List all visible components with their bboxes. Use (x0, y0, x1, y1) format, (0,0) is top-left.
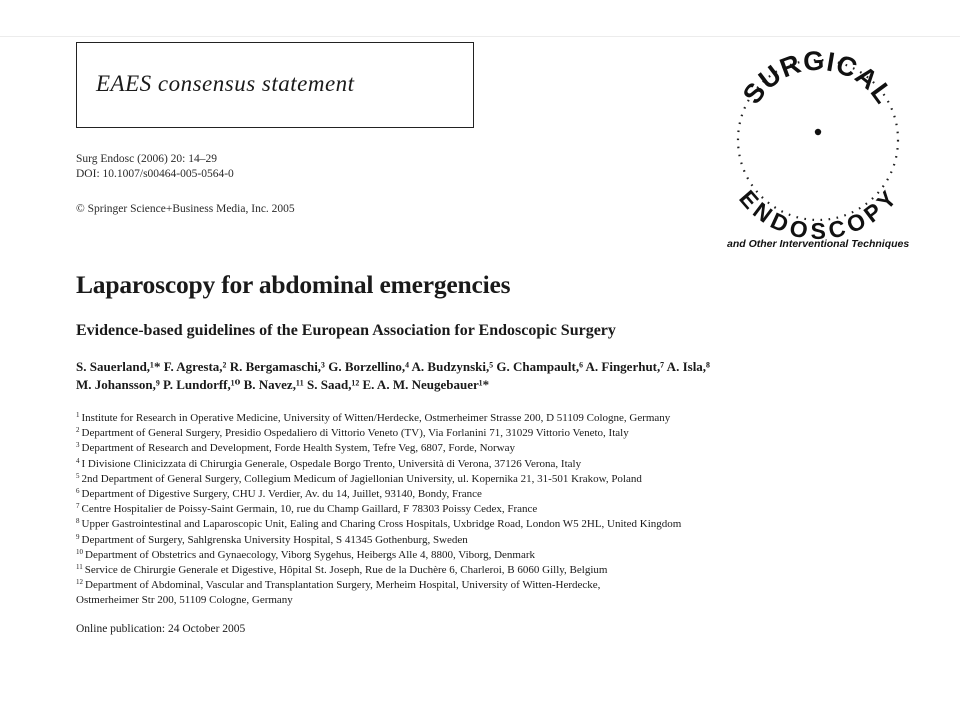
author-line-1: S. Sauerland,¹* F. Agresta,² R. Bergamaschi,³ G. Borzellino,⁴ A. Budzynski,⁵ G. Champault,⁶ A. Fingerhut,⁷ A. Isla,⁸ (76, 359, 710, 374)
logo-center-dot (815, 129, 821, 135)
statement-label: EAES consensus statement (96, 71, 355, 96)
journal-citation: Surg Endosc (2006) 20: 14–29 (76, 153, 217, 165)
surgical-endoscopy-logo (718, 40, 918, 240)
logo-tagline: and Other Interventional Techniques (727, 238, 910, 250)
author-line-2: M. Johansson,⁹ P. Lundorff,¹⁰ B. Navez,¹¹ S. Saad,¹² E. A. M. Neugebauer¹* (76, 377, 490, 392)
author-list (76, 358, 906, 394)
affiliation-list (76, 411, 926, 609)
affiliation-item: $^{12}$ Department of Abdominal, Vascular and Transplantation Surgery, Merheim Hospital, University of Witten-Herdecke, (76, 578, 601, 592)
affiliation-continuation: Ostmerheimer Str 200, 51109 Cologne, Germany (76, 594, 293, 607)
affiliation-item: $^{10}$ Department of Obstetrics and Gynaecology, Viborg Sygehus, Heibergs Alle 4, 8800, Viborg, Denmark (76, 547, 536, 561)
logo-bottom-word: ENDOSCOPY (734, 184, 902, 240)
doi: DOI: 10.1007/s00464-005-0564-0 (76, 168, 234, 180)
online-publication-date: Online publication: 24 October 2005 (76, 623, 246, 635)
article-subtitle: Evidence-based guidelines of the European Association for Endoscopic Surgery (76, 322, 616, 339)
affiliation-item: $^8$ Upper Gastrointestinal and Laparoscopic Unit, Ealing and Charing Cross Hospitals, Uxbridge Road, London W5 2HL, United Kingdom (76, 517, 682, 531)
statement-label-box (76, 42, 474, 128)
affiliation-item: $^9$ Department of Surgery, Sahlgrenska University Hospital, S 41345 Gothenburg, Sweden (76, 532, 468, 546)
affiliation-item: $^{11}$ Service de Chirurgie Generale et Digestive, Hôpital St. Joseph, Rue de la Duchère 6, Charleroi, B 6060 Gilly, Belgium (76, 563, 608, 577)
affiliation-item: $^3$ Department of Research and Development, Forde Health System, Tefre Veg, 6807, Forde, Norway (76, 441, 516, 455)
copyright: © Springer Science+Business Media, Inc. 2005 (76, 203, 295, 215)
top-divider (0, 36, 960, 37)
article-title: Laparoscopy for abdominal emergencies (76, 270, 511, 299)
affiliation-item: $^4$ I Divisione Clinicizzata di Chirurgia Generale, Ospedale Borgo Trento, Università di Verona, 37126 Verona, Italy (76, 456, 582, 470)
affiliation-item: $^5$ 2nd Department of General Surgery, Collegium Medicum of Jagiellonian University, ul. Kopernika 21, 31-501 Krakow, Poland (76, 471, 642, 485)
affiliation-item: $^2$ Department of General Surgery, Presidio Ospedaliero di Vittorio Veneto (TV), Via Forlanini 71, 31029 Vittorio Veneto, Italy (76, 426, 629, 440)
affiliation-item: $^6$ Department of Digestive Surgery, CHU J. Verdier, Av. du 14, Juillet, 93140, Bondy, France (76, 487, 482, 501)
logo-top-word: SURGICAL (736, 45, 900, 110)
affiliation-item: $^1$ Institute for Research in Operative Medicine, University of Witten/Herdecke, Ostmerheimer Strasse 200, D 51109 Cologne, Germany (76, 411, 671, 424)
affiliation-item: $^7$ Centre Hospitalier de Poissy-Saint Germain, 10, rue du Champ Gaillard, F 78303 Poissy Cedex, France (76, 502, 538, 516)
